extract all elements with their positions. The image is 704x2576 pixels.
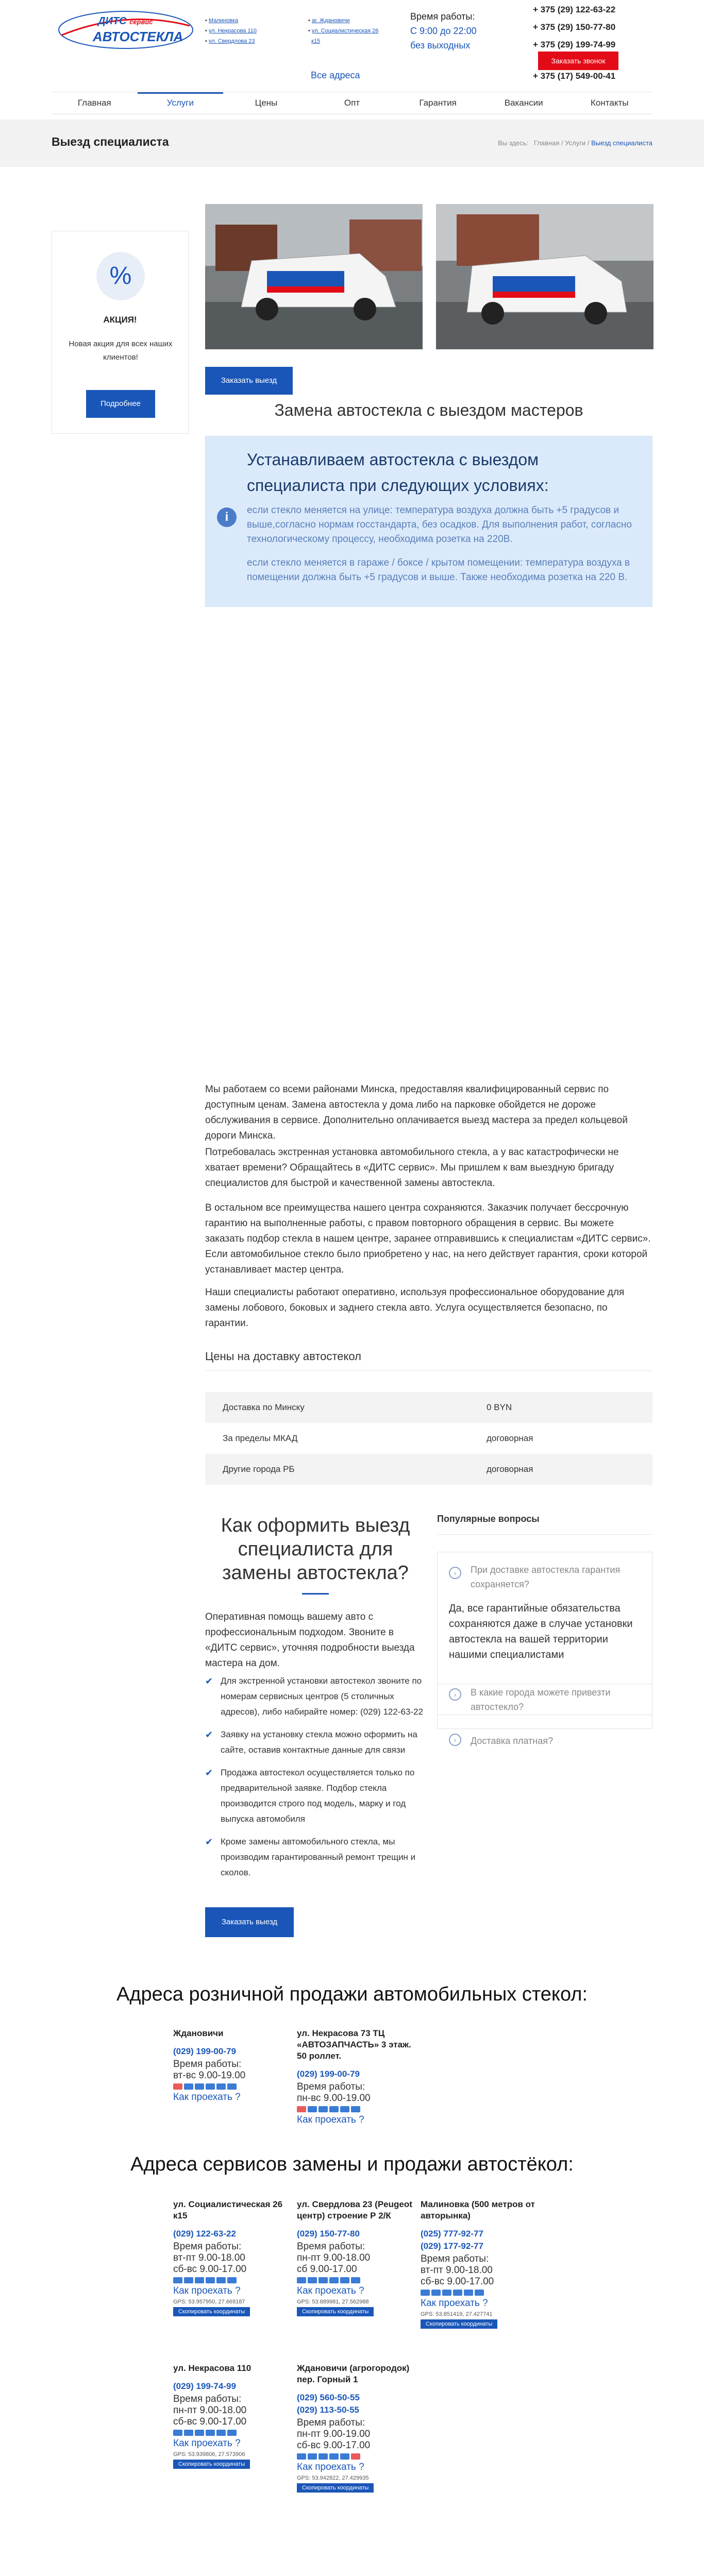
copy-coordinates-button[interactable]: Скопировать координаты	[297, 2483, 374, 2493]
card-name: ул. Социалистическая 26 к15	[173, 2199, 283, 2221]
card-hours: сб-вс 9.00-17.00	[421, 2276, 494, 2287]
logo-top-text: ДИТС	[98, 15, 127, 27]
faq-question[interactable]: Доставка платная?	[471, 1736, 554, 1746]
card-hours: вт-пт 9.00-18.00	[173, 2252, 245, 2263]
all-addresses-link[interactable]: Все адреса	[311, 70, 360, 80]
address-card	[421, 2199, 544, 2329]
payment-icons	[297, 2106, 421, 2112]
info-icon: i	[217, 507, 237, 527]
chevron-icon: ›	[449, 1734, 461, 1746]
card-name: ул. Некрасова 110	[173, 2363, 252, 2373]
copy-coordinates-button[interactable]: Скопировать координаты	[297, 2307, 374, 2316]
nav-services[interactable]: Услуги	[138, 92, 224, 114]
breadcrumb: Вы здесь: Главная / Услуги / Выезд специалиста	[498, 139, 652, 147]
payment-icons	[297, 2453, 421, 2460]
address-link[interactable]: • аг. Ждановичи	[308, 18, 350, 24]
card-hours-title: Время работы:	[173, 2059, 242, 2070]
payment-icons	[173, 2430, 297, 2436]
breadcrumb-home[interactable]: Главная	[533, 139, 560, 147]
directions-link[interactable]: Как проехать ?	[297, 2285, 364, 2296]
nav-wholesale[interactable]: Опт	[344, 98, 360, 108]
payment-icons	[421, 2290, 544, 2296]
phone-link[interactable]: + 375 (29) 150-77-80	[533, 22, 616, 32]
list-item: ✔ Продажа автостекол осуществляется только по предварительной заявке. Подбор стекла производится строго под модель, марку и год выпуска автомобиля	[205, 1765, 426, 1827]
directions-link[interactable]: Как проехать ?	[297, 2462, 364, 2472]
card-hours-title: Время работы:	[297, 2081, 365, 2092]
promo-text: Новая акция для всех наших клиентов!	[69, 340, 173, 362]
directions-link[interactable]: Как проехать ?	[173, 2438, 241, 2449]
main-heading: Замена автостекла с выездом мастеров	[274, 401, 583, 419]
addresses-right	[308, 15, 378, 46]
card-phone[interactable]: (029) 150-77-80	[297, 2229, 360, 2239]
card-hours-title: Время работы:	[173, 2241, 242, 2252]
table-cell: За пределы МКАД	[223, 1433, 298, 1443]
chevron-icon: ›	[449, 1567, 461, 1579]
body-paragraph: В остальном все преимущества нашего центра сохраняются. Заказчик получает бессрочную гарантию на выполненные работы, с правом повторного обращения в сервис. Вы можете заказать подбор стекла в нашем центре, заранее отправившись к специалистам «ДИТС сервис». Если автомобильное стекло было приобретено у нас, на него действует гарантия, сроки которой устанавливает мастер центра.	[205, 1202, 651, 1275]
address-card	[173, 2028, 297, 2103]
hours-title: Время работы:	[410, 11, 475, 22]
body-paragraph: Мы работаем со всеми районами Минска, предоставляя квалифицированный сервис по доступным ценам. Замена автостекла у дома либо на парковке обойдется не дороже обслуживания в сервисе. Дополнительно оплачивается выезд мастера за предел кольцевой дороги Минска.	[205, 1084, 628, 1141]
address-card	[173, 2363, 297, 2469]
notice-outdoor: если стекло меняется на улице: температура воздуха должна быть +5 градусов и выше,согласно нормам госстандарта, без осадков. Для выполнения работ, согласно технологическому процессу, необходима розетка на 220В.	[247, 505, 632, 545]
phone-link[interactable]: + 375 (29) 122-63-22	[533, 5, 616, 14]
card-phone[interactable]: (029) 113-50-55	[297, 2405, 359, 2415]
address-card	[297, 2363, 421, 2493]
table-cell: Доставка по Минску	[223, 1402, 305, 1412]
faq-item[interactable]	[438, 1715, 652, 1746]
faq-heading: Популярные вопросы	[437, 1514, 540, 1524]
address-link[interactable]: • ул. Социалистическая 26	[308, 28, 379, 34]
faq-question[interactable]: В какие города можете привезти автостекло?	[471, 1687, 611, 1712]
hours-value: С 9:00 до 22:00	[410, 26, 477, 36]
prices-table	[205, 1392, 652, 1485]
logo[interactable]	[57, 8, 195, 52]
breadcrumb-prefix: Вы здесь:	[498, 139, 529, 147]
phone-link[interactable]: + 375 (29) 199-74-99	[533, 40, 616, 49]
breadcrumb-services[interactable]: Услуги	[565, 139, 586, 147]
card-hours: сб 9.00-17.00	[297, 2264, 357, 2275]
card-name: ул. Некрасова 73 ТЦ «АВТОЗАПЧАСТЬ» 3 этаж. 50 роллет.	[297, 2028, 411, 2061]
chevron-icon: ›	[449, 1688, 461, 1701]
card-hours: пн-пт 9.00-18.00	[297, 2252, 371, 2263]
order-visit-button[interactable]: Заказать выезд	[205, 1907, 294, 1937]
gps-coordinates: GPS: 53.957950, 27.669187	[173, 2299, 245, 2305]
card-phone[interactable]: (029) 560-50-55	[297, 2393, 360, 2402]
card-phone[interactable]: (029) 199-00-79	[297, 2069, 360, 2079]
hours-note: без выходных	[410, 40, 471, 50]
address-card	[297, 2199, 421, 2316]
van-photo	[205, 204, 423, 349]
address-link[interactable]: • Малиновка	[205, 18, 239, 24]
faq-answer: Да, все гарантийные обязательства сохраняются даже в случае установки автостекла на вашей территории нашими специалистами	[449, 1603, 633, 1660]
address-link[interactable]: к15	[311, 38, 321, 44]
page-title: Выезд специалиста	[52, 135, 169, 148]
van-photo	[436, 204, 653, 349]
nav-warranty[interactable]: Гарантия	[419, 98, 457, 108]
card-phone[interactable]: (029) 199-74-99	[173, 2381, 236, 2391]
notice-title: Устанавливаем автостекла с выездом специалиста при следующих условиях:	[247, 450, 549, 495]
card-name: Малиновка (500 метров от авторынка)	[421, 2199, 535, 2221]
table-cell: Другие города РБ	[223, 1464, 295, 1474]
logo-sub: сервис	[129, 18, 153, 26]
phones	[533, 1, 615, 54]
card-hours: сб-вс 9.00-17.00	[173, 2264, 247, 2275]
divider	[437, 1534, 652, 1535]
copy-coordinates-button[interactable]: Скопировать координаты	[173, 2307, 250, 2316]
table-row	[205, 1392, 652, 1423]
divider	[205, 1370, 652, 1371]
card-name: Ждановичи (агрогородок) пер. Горный 1	[297, 2363, 410, 2384]
promo-card	[52, 231, 189, 434]
breadcrumb-current: Выезд специалиста	[591, 139, 652, 147]
callback-button[interactable]: Заказать звонок	[538, 52, 618, 70]
faq-question[interactable]: При доставке автостекла гарантия сохраняется?	[471, 1565, 621, 1589]
landline-phone[interactable]: + 375 (17) 549-00-41	[533, 71, 616, 81]
copy-coordinates-button[interactable]: Скопировать координаты	[173, 2460, 250, 2469]
percent-icon: %	[96, 252, 145, 300]
copy-coordinates-button[interactable]: Скопировать координаты	[421, 2319, 497, 2329]
payment-icons	[173, 2083, 297, 2090]
directions-link[interactable]: Как проехать ?	[173, 2285, 241, 2296]
how-heading: Как оформить выезд специалиста для замены автостекла?	[221, 1515, 410, 1584]
card-hours-title: Время работы:	[297, 2241, 365, 2252]
card-name: Ждановичи	[173, 2028, 224, 2038]
table-cell: договорная	[487, 1433, 533, 1443]
retail-heading: Адреса розничной продажи автомобильных стекол:	[116, 1984, 588, 2005]
conditions-notice	[205, 436, 652, 607]
title-bar	[0, 120, 704, 167]
nav-prices[interactable]: Цены	[255, 98, 278, 108]
card-hours: вт-вс 9.00-19.00	[173, 2070, 246, 2081]
card-phone[interactable]: (029) 177-92-77	[421, 2241, 483, 2251]
directions-link[interactable]: Как проехать ?	[173, 2092, 241, 2103]
list-item: ✔ Заявку на установку стекла можно оформить на сайте, оставив контактные данные для связи	[205, 1727, 426, 1758]
gps-coordinates: GPS: 53.889981, 27.562988	[297, 2299, 369, 2305]
card-phone[interactable]: (029) 199-00-79	[173, 2046, 236, 2056]
payment-icons	[173, 2277, 297, 2283]
card-hours: сб-вс 9.00-17.00	[297, 2440, 371, 2451]
card-hours-title: Время работы:	[297, 2417, 365, 2428]
logo-top	[98, 15, 153, 27]
table-row	[205, 1454, 652, 1485]
main-nav	[52, 92, 652, 114]
addresses-left	[205, 15, 257, 46]
directions-link[interactable]: Как проехать ?	[297, 2114, 364, 2125]
gps-coordinates: GPS: 53.942822, 27.429935	[297, 2475, 369, 2481]
how-text: Оперативная помощь вашему авто с профессиональным подходом. Звоните в «ДИТС сервис», уточняя подробности выезда мастера на дом.	[205, 1612, 415, 1669]
card-hours-title: Время работы:	[421, 2253, 489, 2264]
directions-link[interactable]: Как проехать ?	[421, 2298, 488, 2309]
gps-coordinates: GPS: 53.939806, 27.573906	[173, 2451, 245, 2458]
table-cell: 0 BYN	[487, 1402, 512, 1412]
nav-vacancies[interactable]: Вакансии	[504, 98, 543, 108]
promo-more-button[interactable]: Подробнее	[86, 390, 155, 418]
address-card	[297, 2028, 421, 2126]
faq-item[interactable]	[438, 1552, 652, 1684]
address-card	[173, 2199, 297, 2316]
list-item: ✔ Кроме замены автомобильного стекла, мы производим гарантированный ремонт трещин и сколов.	[205, 1834, 426, 1880]
prices-heading: Цены на доставку автостекол	[205, 1350, 361, 1363]
nav-contacts[interactable]: Контакты	[591, 98, 629, 108]
card-hours: пн-пт 9.00-18.00	[173, 2405, 247, 2416]
services-heading: Адреса сервисов замены и продажи автостёкол:	[130, 2154, 574, 2175]
address-link[interactable]: • ул. Свердлова 23	[205, 38, 255, 44]
card-phone[interactable]: (029) 122-63-22	[173, 2229, 236, 2239]
working-hours	[410, 9, 477, 53]
list-item: ✔ Для экстренной установки автостекол звоните по номерам сервисных центров (5 столичных адресов), либо набирайте номер: (029) 122-63-22	[205, 1673, 426, 1720]
nav-home[interactable]: Главная	[77, 98, 111, 108]
promo-title: АКЦИЯ!	[103, 315, 137, 325]
address-link[interactable]: • ул. Некрасова 110	[205, 28, 257, 34]
payment-icons	[297, 2277, 421, 2283]
gps-coordinates: GPS: 53.851419, 27.427741	[421, 2311, 493, 2317]
body-paragraph: Наши специалисты работают оперативно, используя профессиональное оборудование для замены лобового, боковых и заднего стекла авто. Услуга осуществляется безопасно, по гарантии.	[205, 1287, 625, 1329]
card-phone[interactable]: (025) 777-92-77	[421, 2229, 483, 2239]
card-hours: пн-пт 9.00-19.00	[297, 2429, 371, 2439]
faq-accordion	[437, 1552, 652, 1746]
notice-indoor: если стекло меняется в гараже / боксе / крытом помещении: температура воздуха в помещении должна быть +5 градусов и выше. Также необходима розетка на 220 В.	[247, 557, 630, 583]
table-cell: договорная	[487, 1464, 533, 1474]
card-name: ул. Свердлова 23 (Peugeot центр) строение Р 2/К	[297, 2199, 412, 2221]
card-hours: вт-пт 9.00-18.00	[421, 2265, 493, 2276]
card-hours: пн-вс 9.00-19.00	[297, 2093, 371, 2104]
heading-underline	[302, 1593, 329, 1595]
card-hours-title: Время работы:	[173, 2394, 242, 2404]
logo-main: АВТОСТЕКЛА	[93, 29, 183, 44]
faq-item[interactable]	[438, 1684, 652, 1715]
table-row	[205, 1423, 652, 1454]
order-visit-button[interactable]: Заказать выезд	[205, 367, 293, 395]
how-steps	[205, 1673, 426, 1888]
body-paragraph: Потребовалась экстренная установка автомобильного стекла, а у вас катастрофически не хватает времени? Обращайтесь в «ДИТС сервис». Мы пришлем к вам выездную бригаду специалистов для быстрой и качественной замены автостекла.	[205, 1147, 619, 1189]
card-hours: сб-вс 9.00-17.00	[173, 2416, 247, 2427]
